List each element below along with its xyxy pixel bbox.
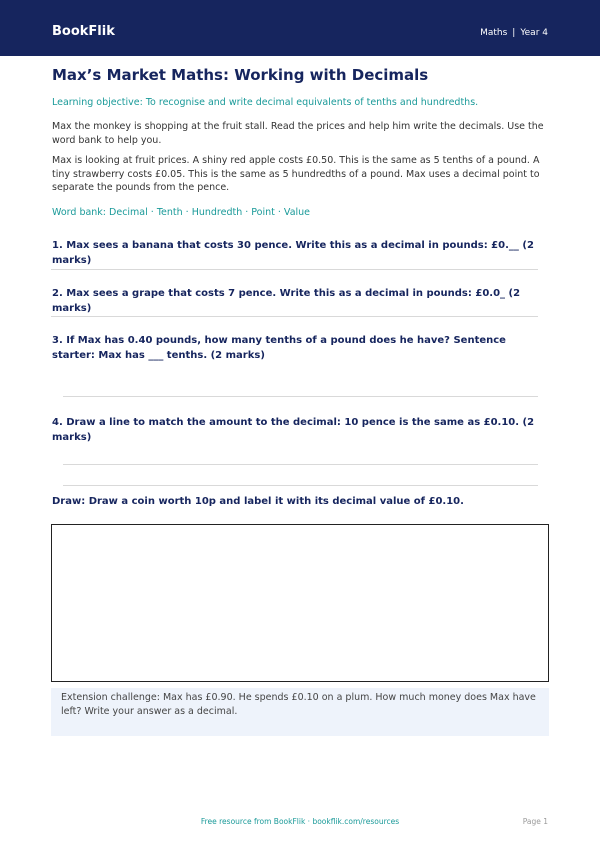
- year-label: Year 4: [520, 28, 548, 38]
- extension-challenge: Extension challenge: Max has £0.90. He spends £0.10 on a plum. How much money does Max have left? Write your answer as a decimal.: [51, 688, 549, 736]
- learning-objective: Learning objective: To recognise and write decimal equivalents of tenths and hundredths.: [52, 97, 479, 108]
- subject-label: Maths: [480, 28, 508, 38]
- worksheet-title: Max’s Market Maths: Working with Decimals: [52, 66, 429, 84]
- answer-line[interactable]: [63, 464, 538, 465]
- story-paragraph: Max is looking at fruit prices. A shiny red apple costs £0.50. This is the same as 5 tenths of a pound. A tiny strawberry costs £0.05. This is the same as 5 hundredths of a pound. Max uses a decimal point to separate the pounds from the pence.: [52, 155, 540, 193]
- question-4: 4. Draw a line to match the amount to the decimal: 10 pence is the same as £0.10. (2 marks): [52, 417, 535, 443]
- page-header: [0, 0, 600, 56]
- answer-line[interactable]: [63, 396, 538, 397]
- drawing-box[interactable]: [51, 524, 549, 682]
- subject-year-label: [480, 28, 548, 38]
- question-2: 2. Max sees a grape that costs 7 pence. Write this as a decimal in pounds: £0.0_ (2 marks): [52, 288, 521, 314]
- question-1: 1. Max sees a banana that costs 30 pence. Write this as a decimal in pounds: £0.__ (2 marks): [52, 240, 534, 266]
- question-3: 3. If Max has 0.40 pounds, how many tenths of a pound does he have? Sentence starter: Max has ___ tenths. (2 marks): [52, 335, 506, 361]
- answer-line[interactable]: [51, 316, 538, 317]
- draw-prompt: Draw: Draw a coin worth 10p and label it with its decimal value of £0.10.: [52, 496, 464, 507]
- page-number: Page 1: [522, 817, 548, 826]
- intro-paragraph: Max the monkey is shopping at the fruit stall. Read the prices and help him write the decimals. Use the word bank to help you.: [52, 121, 544, 146]
- word-bank: Word bank: Decimal · Tenth · Hundredth · Point · Value: [52, 207, 311, 218]
- footer-credit[interactable]: Free resource from BookFlik · bookflik.com/resources: [200, 817, 400, 826]
- separator: |: [512, 28, 516, 38]
- answer-line[interactable]: [63, 485, 538, 486]
- answer-line[interactable]: [51, 269, 538, 270]
- brand-logo-text[interactable]: BookFlik: [52, 24, 115, 39]
